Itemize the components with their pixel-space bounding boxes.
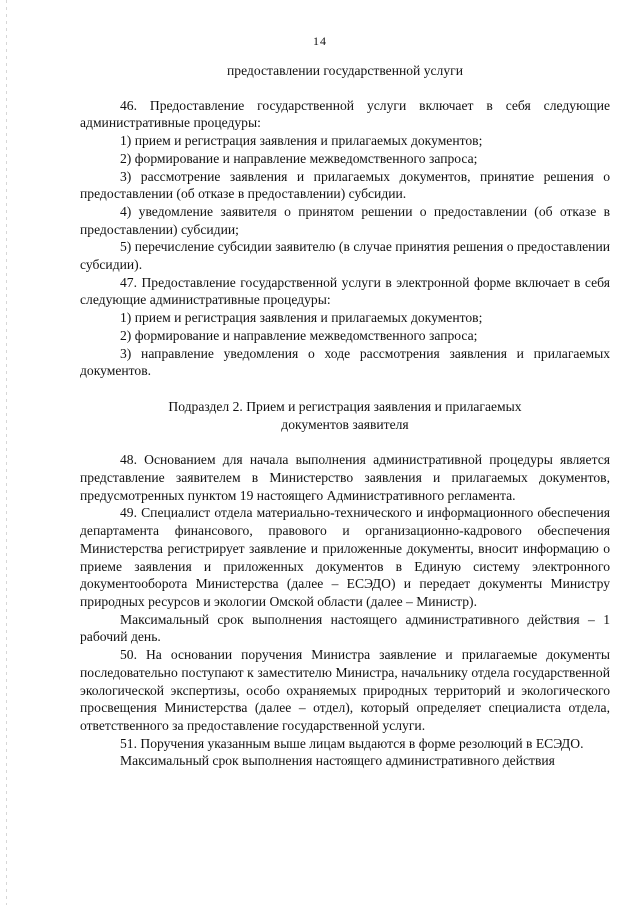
paragraph-46: 46. Предоставление государственной услуги включает в себя следующие административные процедуры: <box>80 97 610 131</box>
paragraph-48: 48. Основанием для начала выполнения административной процедуры является представление заявителем в Министерство заявления и прилагаемых документов, предусмотренных пунктом 19 настоящего Административного регламента. <box>80 452 610 503</box>
list-item-46-3: 3) рассмотрение заявления и прилагаемых документов, принятие решения о предоставлении (об отказе в предоставлении) субсидии. <box>80 168 610 202</box>
subsection-heading <box>80 398 610 433</box>
list-item-46-4: 4) уведомление заявителя о принятом решении о предоставлении (об отказе в предоставлении) субсидии; <box>80 203 610 237</box>
paragraph-deadline-1: Максимальный срок выполнения настоящего административного действия – 1 рабочий день. <box>80 611 610 645</box>
paragraph-deadline-2: Максимальный срок выполнения настоящего административного действия <box>120 753 555 769</box>
list-item-47-1: 1) прием и регистрация заявления и прилагаемых документов; <box>120 310 483 326</box>
list-item-46-5: 5) перечисление субсидии заявителю (в случае принятия решения о предоставлении субсидии). <box>80 239 610 273</box>
page-number: 14 <box>313 34 327 48</box>
scan-edge <box>6 0 7 905</box>
section-procedures <box>80 97 610 380</box>
paragraph-49: 49. Специалист отдела материально-технического и информационного обеспечения департамента финансового, правового и организационно-кадрового обеспечения Министерства регистрирует заявление и приложенные документы, вносит информацию о приеме заявления и приложенных документов в Единую систему электронного документооборота Министерства (далее – ЕСЭДО) и передает документы Министру природных ресурсов и экологии Омской области (далее – Министр). <box>80 505 610 609</box>
subsection-heading-line2: документов заявителя <box>281 416 409 432</box>
document-body <box>80 58 610 770</box>
list-item-47-3: 3) направление уведомления о ходе рассмотрения заявления и прилагаемых документов. <box>80 345 610 379</box>
section-heading-continued: предоставлении государственной услуги <box>227 63 463 78</box>
paragraph-47: 47. Предоставление государственной услуги в электронной форме включает в себя следующие административные процедуры: <box>80 274 610 308</box>
paragraph-51: 51. Поручения указанным выше лицам выдаются в форме резолюций в ЕСЭДО. <box>120 735 584 751</box>
section-reception <box>80 451 610 770</box>
list-item-46-1: 1) прием и регистрация заявления и прилагаемых документов; <box>120 133 483 149</box>
list-item-47-2: 2) формирование и направление межведомственного запроса; <box>120 327 478 343</box>
list-item-46-2: 2) формирование и направление межведомственного запроса; <box>120 150 478 166</box>
paragraph-50: 50. На основании поручения Министра заявление и прилагаемые документы последовательно поступают к заместителю Министра, начальнику отдела государственной экологической экспертизы, особо охраняемых природных территорий и экологического просвещения Министерства (далее – отдел), который определяет специалиста отдела, ответственного за предоставление государственной услуги. <box>80 647 610 733</box>
subsection-heading-line1: Подраздел 2. Прием и регистрация заявления и прилагаемых <box>168 398 522 414</box>
